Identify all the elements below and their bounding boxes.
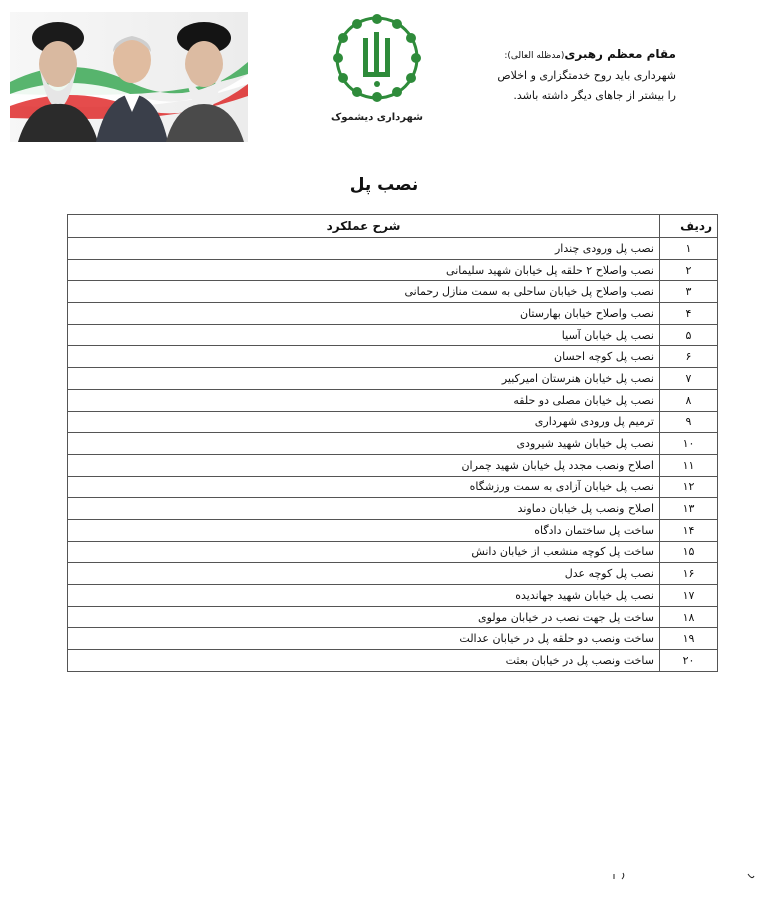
row-description: نصب پل خیابان آزادی به سمت ورزشگاه	[68, 476, 660, 498]
row-description: نصب پل خیابان آسیا	[68, 324, 660, 346]
row-description: ساخت ونصب دو حلقه پل در خیابان عدالت	[68, 628, 660, 650]
row-description: نصب پل کوچه عدل	[68, 563, 660, 585]
row-description: ساخت پل ساختمان دادگاه	[68, 519, 660, 541]
records-table	[67, 214, 718, 672]
row-description: اصلاح ونصب پل خیابان دماوند	[68, 498, 660, 520]
leader-quote	[356, 44, 676, 106]
page-title: نصب پل	[349, 175, 419, 195]
quote-author: مقام معظم رهبری	[564, 47, 676, 61]
row-description: نصب پل ورودی چندار	[68, 238, 660, 260]
row-description: نصب پل خیابان مصلی دو حلقه	[68, 389, 660, 411]
row-number: ۱۶	[660, 563, 718, 585]
row-description: ساخت پل جهت نصب در خیابان مولوی	[68, 606, 660, 628]
row-number: ۱	[660, 238, 718, 260]
logo-caption: شهرداری دیشموک	[331, 112, 423, 123]
table-row	[68, 346, 718, 368]
header-row-number: ردیف	[660, 215, 718, 238]
quote-heading	[356, 44, 676, 66]
row-number: ۹	[660, 411, 718, 433]
row-description: نصب پل خیابان شهید جهاندیده	[68, 585, 660, 607]
table-row	[68, 650, 718, 672]
table-row	[68, 476, 718, 498]
row-number: ۳	[660, 281, 718, 303]
row-number: ۱۲	[660, 476, 718, 498]
table-row	[68, 541, 718, 563]
scan-mark	[613, 872, 627, 880]
table-row	[68, 498, 718, 520]
table-header-row	[68, 215, 718, 238]
table-row	[68, 259, 718, 281]
table-row	[68, 368, 718, 390]
row-number: ۲	[660, 259, 718, 281]
row-description: ترمیم پل ورودی شهرداری	[68, 411, 660, 433]
table-row	[68, 238, 718, 260]
table-row	[68, 389, 718, 411]
row-description: نصب واصلاح ۲ حلقه پل خیابان شهید سلیمانی	[68, 259, 660, 281]
row-number: ۱۱	[660, 454, 718, 476]
table-row	[68, 606, 718, 628]
table-row	[68, 519, 718, 541]
header-description: شرح عملکرد	[68, 215, 660, 238]
table-body	[68, 238, 718, 672]
row-number: ۱۸	[660, 606, 718, 628]
table-row	[68, 281, 718, 303]
quote-line-1: شهرداری باید روح خدمتگزاری و اخلاص	[497, 69, 676, 82]
row-description: نصب پل کوچه احسان	[68, 346, 660, 368]
row-number: ۷	[660, 368, 718, 390]
row-description: نصب پل خیابان هنرستان امیرکبیر	[68, 368, 660, 390]
table-row	[68, 324, 718, 346]
row-description: ساخت پل کوچه منشعب از خیابان دانش	[68, 541, 660, 563]
table-row	[68, 563, 718, 585]
row-description: نصب واصلاح پل خیابان ساحلی به سمت منازل رحمانی	[68, 281, 660, 303]
leaders-portrait-icon	[10, 12, 248, 142]
quote-line-2: را بیشتر از جاهای دیگر داشته باشد.	[513, 89, 676, 102]
quote-honorific: (مدظله العالی):	[504, 51, 565, 61]
scan-mark	[746, 872, 756, 880]
table-row	[68, 433, 718, 455]
row-number: ۶	[660, 346, 718, 368]
table-row	[68, 628, 718, 650]
row-description: ساخت ونصب پل در خیابان بعثت	[68, 650, 660, 672]
table-row	[68, 585, 718, 607]
row-description: اصلاح ونصب مجدد پل خیابان شهید چمران	[68, 454, 660, 476]
table-row	[68, 303, 718, 325]
row-number: ۵	[660, 324, 718, 346]
row-number: ۱۳	[660, 498, 718, 520]
table-row	[68, 411, 718, 433]
row-description: نصب پل خیابان شهید شیرودی	[68, 433, 660, 455]
row-number: ۱۰	[660, 433, 718, 455]
row-number: ۱۵	[660, 541, 718, 563]
row-description: نصب واصلاح خیابان بهارستان	[68, 303, 660, 325]
row-number: ۲۰	[660, 650, 718, 672]
row-number: ۱۴	[660, 519, 718, 541]
row-number: ۱۹	[660, 628, 718, 650]
row-number: ۱۷	[660, 585, 718, 607]
row-number: ۸	[660, 389, 718, 411]
table-row	[68, 454, 718, 476]
row-number: ۴	[660, 303, 718, 325]
